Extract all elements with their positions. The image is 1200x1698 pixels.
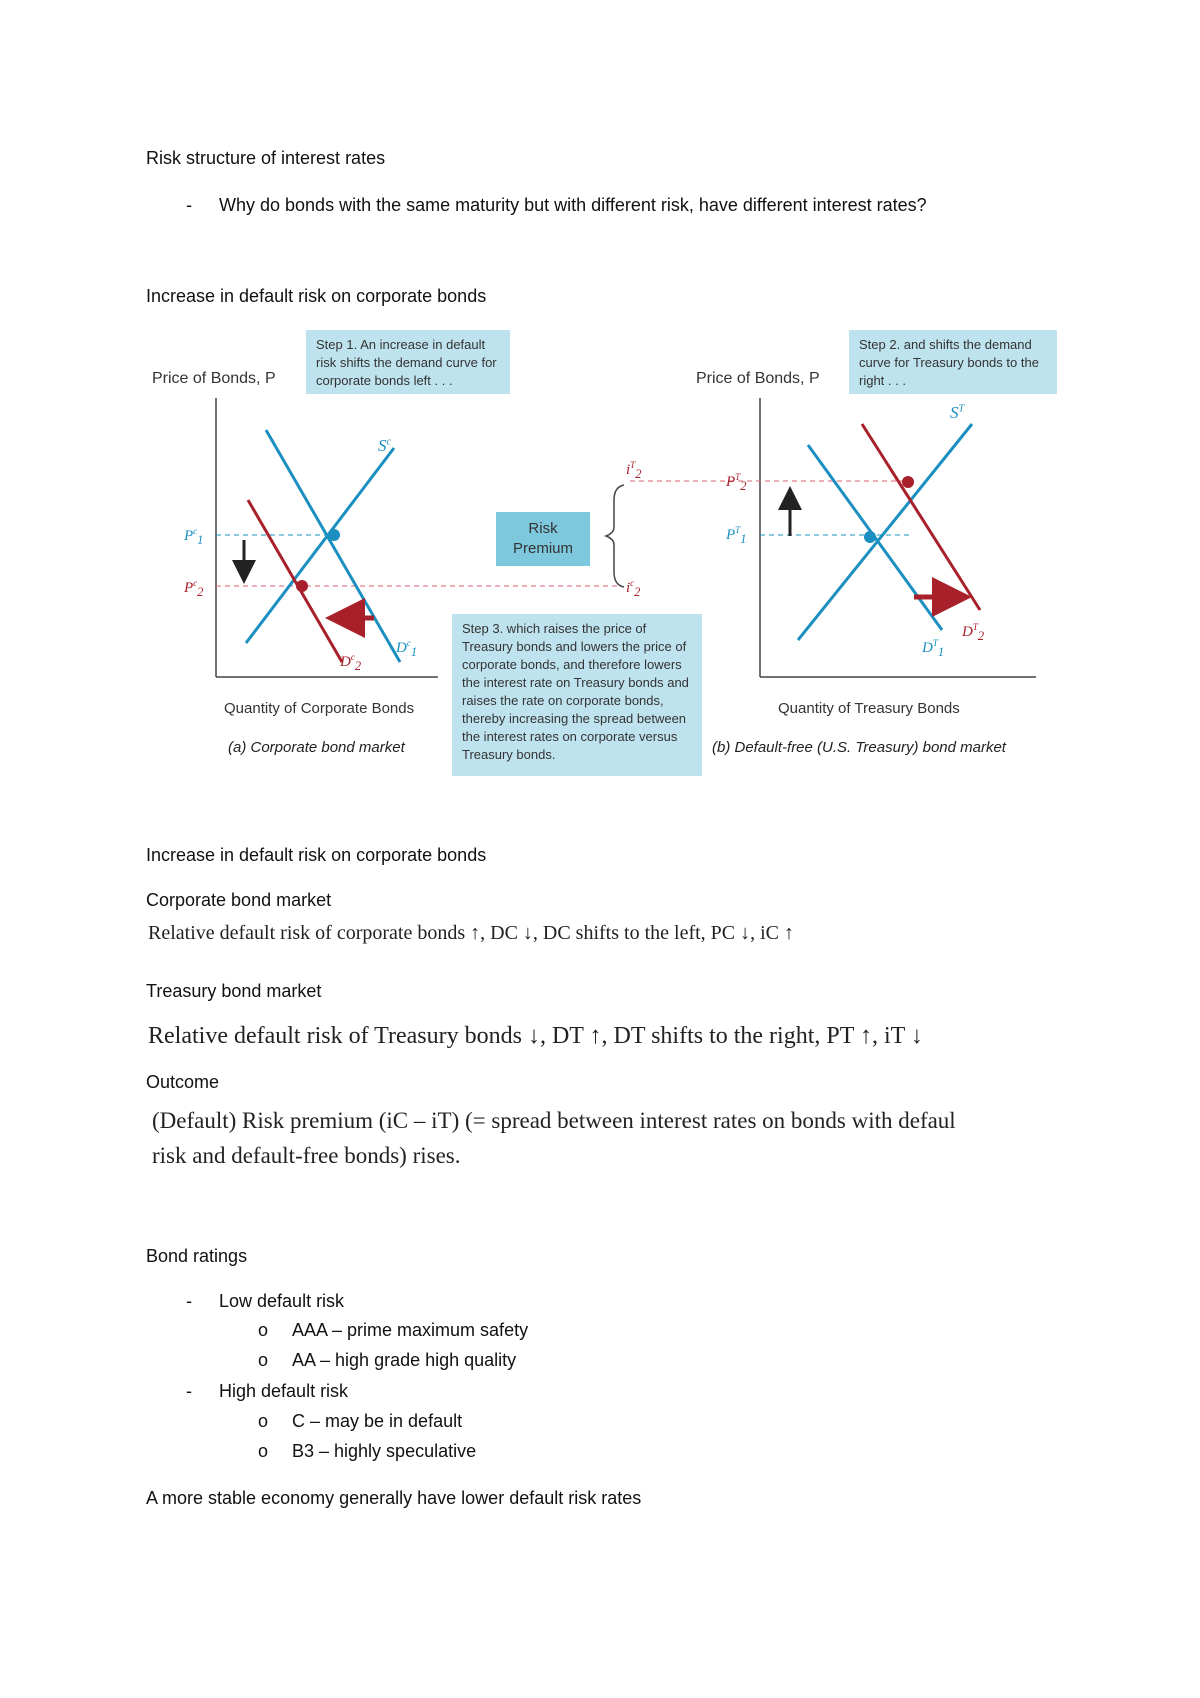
figure bbox=[0, 0, 1200, 800]
right-caption: (b) Default-free (U.S. Treasury) bond market bbox=[712, 739, 1006, 756]
outcome-line-2: risk and default-free bonds) rises. bbox=[152, 1143, 461, 1168]
left-y-label: Price of Bonds, P bbox=[152, 370, 276, 387]
step2-callout: Step 2. and shifts the demand curve for Treasury bonds to the right . . . bbox=[849, 330, 1057, 394]
label-d2c: $D^c_2$ bbox=[340, 652, 362, 673]
outcome-heading: Outcome bbox=[146, 1072, 220, 1092]
closing-note: A more stable economy generally have lower default risk rates bbox=[146, 1488, 642, 1508]
treasury-supply-curve bbox=[798, 424, 972, 640]
sub-bullet: o bbox=[258, 1441, 269, 1461]
label-p2t: $P^T_2$ bbox=[726, 472, 747, 493]
sub-bullet: o bbox=[258, 1320, 269, 1340]
figure-heading: Increase in default risk on corporate bonds bbox=[146, 286, 487, 306]
bullet-dash: - bbox=[186, 1291, 192, 1311]
high-risk-label: High default risk bbox=[219, 1381, 349, 1401]
label-st: $S^T$ bbox=[950, 403, 965, 422]
corporate-demand-curve-2 bbox=[248, 500, 342, 662]
sub-bullet: o bbox=[258, 1411, 269, 1431]
treasury-equilibrium-2 bbox=[902, 476, 914, 488]
bullet-dash: - bbox=[186, 1381, 192, 1401]
treasury-heading: Treasury bond market bbox=[146, 981, 322, 1001]
low-risk-label: Low default risk bbox=[219, 1291, 345, 1311]
label-p2c: $P^c_2$ bbox=[184, 578, 204, 599]
risk-premium-label-1: Risk bbox=[528, 520, 558, 537]
rating-item: B3 – highly speculative bbox=[292, 1441, 477, 1461]
right-x-label: Quantity of Treasury Bonds bbox=[778, 700, 960, 717]
label-i2c: $i^c_2$ bbox=[626, 578, 641, 599]
left-caption: (a) Corporate bond market bbox=[228, 739, 405, 756]
treasury-demand-curve-2 bbox=[862, 424, 980, 610]
corporate-equilibrium-1 bbox=[328, 529, 340, 541]
label-sc: $S^c$ bbox=[378, 436, 392, 455]
left-x-label: Quantity of Corporate Bonds bbox=[224, 700, 415, 717]
bullet-question: Why do bonds with the same maturity but with different risk, have different interest rates? bbox=[219, 195, 927, 215]
label-d2t: $D^T_2$ bbox=[962, 622, 985, 643]
ratings-heading: Bond ratings bbox=[146, 1246, 248, 1266]
summary-heading: Increase in default risk on corporate bonds bbox=[146, 845, 487, 865]
label-p1c: $P^c_1$ bbox=[184, 526, 204, 547]
label-d1c: $D^c_1$ bbox=[396, 638, 418, 659]
label-i2t: $i^T_2$ bbox=[626, 460, 642, 481]
treasury-text: Relative default risk of Treasury bonds ↓, DT ↑, DT shifts to the right, PT ↑, iT ↓ bbox=[148, 1023, 923, 1049]
risk-premium-brace bbox=[606, 485, 624, 587]
right-y-label: Price of Bonds, P bbox=[696, 370, 820, 387]
treasury-equilibrium-1 bbox=[864, 531, 876, 543]
section-title: Risk structure of interest rates bbox=[146, 148, 386, 168]
corporate-text: Relative default risk of corporate bonds ↑, DC ↓, DC shifts to the left, PC ↓, iC ↑ bbox=[148, 922, 795, 944]
label-d1t: $D^T_1$ bbox=[922, 638, 945, 659]
bullet-dash: - bbox=[186, 195, 192, 215]
step1-callout: Step 1. An increase in default risk shifts the demand curve for corporate bonds left . . . bbox=[306, 330, 510, 394]
sub-bullet: o bbox=[258, 1350, 269, 1370]
corporate-equilibrium-2 bbox=[296, 580, 308, 592]
corporate-heading: Corporate bond market bbox=[146, 890, 332, 910]
risk-premium-label-2: Premium bbox=[512, 540, 574, 557]
rating-item: C – may be in default bbox=[292, 1411, 463, 1431]
step3-callout: Step 3. which raises the price of Treasury bonds and lowers the price of corporate bonds, and therefore lowers the interest rate on Treasury bonds and raises the rate on corporate bonds, thereby increasing the spread between the interest rates on corporate versus Treasury bonds. bbox=[452, 614, 702, 776]
outcome-line-1: (Default) Risk premium (iC – iT) (= spread between interest rates on bonds with defaul bbox=[152, 1108, 956, 1133]
rating-item: AAA – prime maximum safety bbox=[292, 1320, 529, 1340]
rating-item: AA – high grade high quality bbox=[292, 1350, 517, 1370]
label-p1t: $P^T_1$ bbox=[726, 525, 747, 546]
